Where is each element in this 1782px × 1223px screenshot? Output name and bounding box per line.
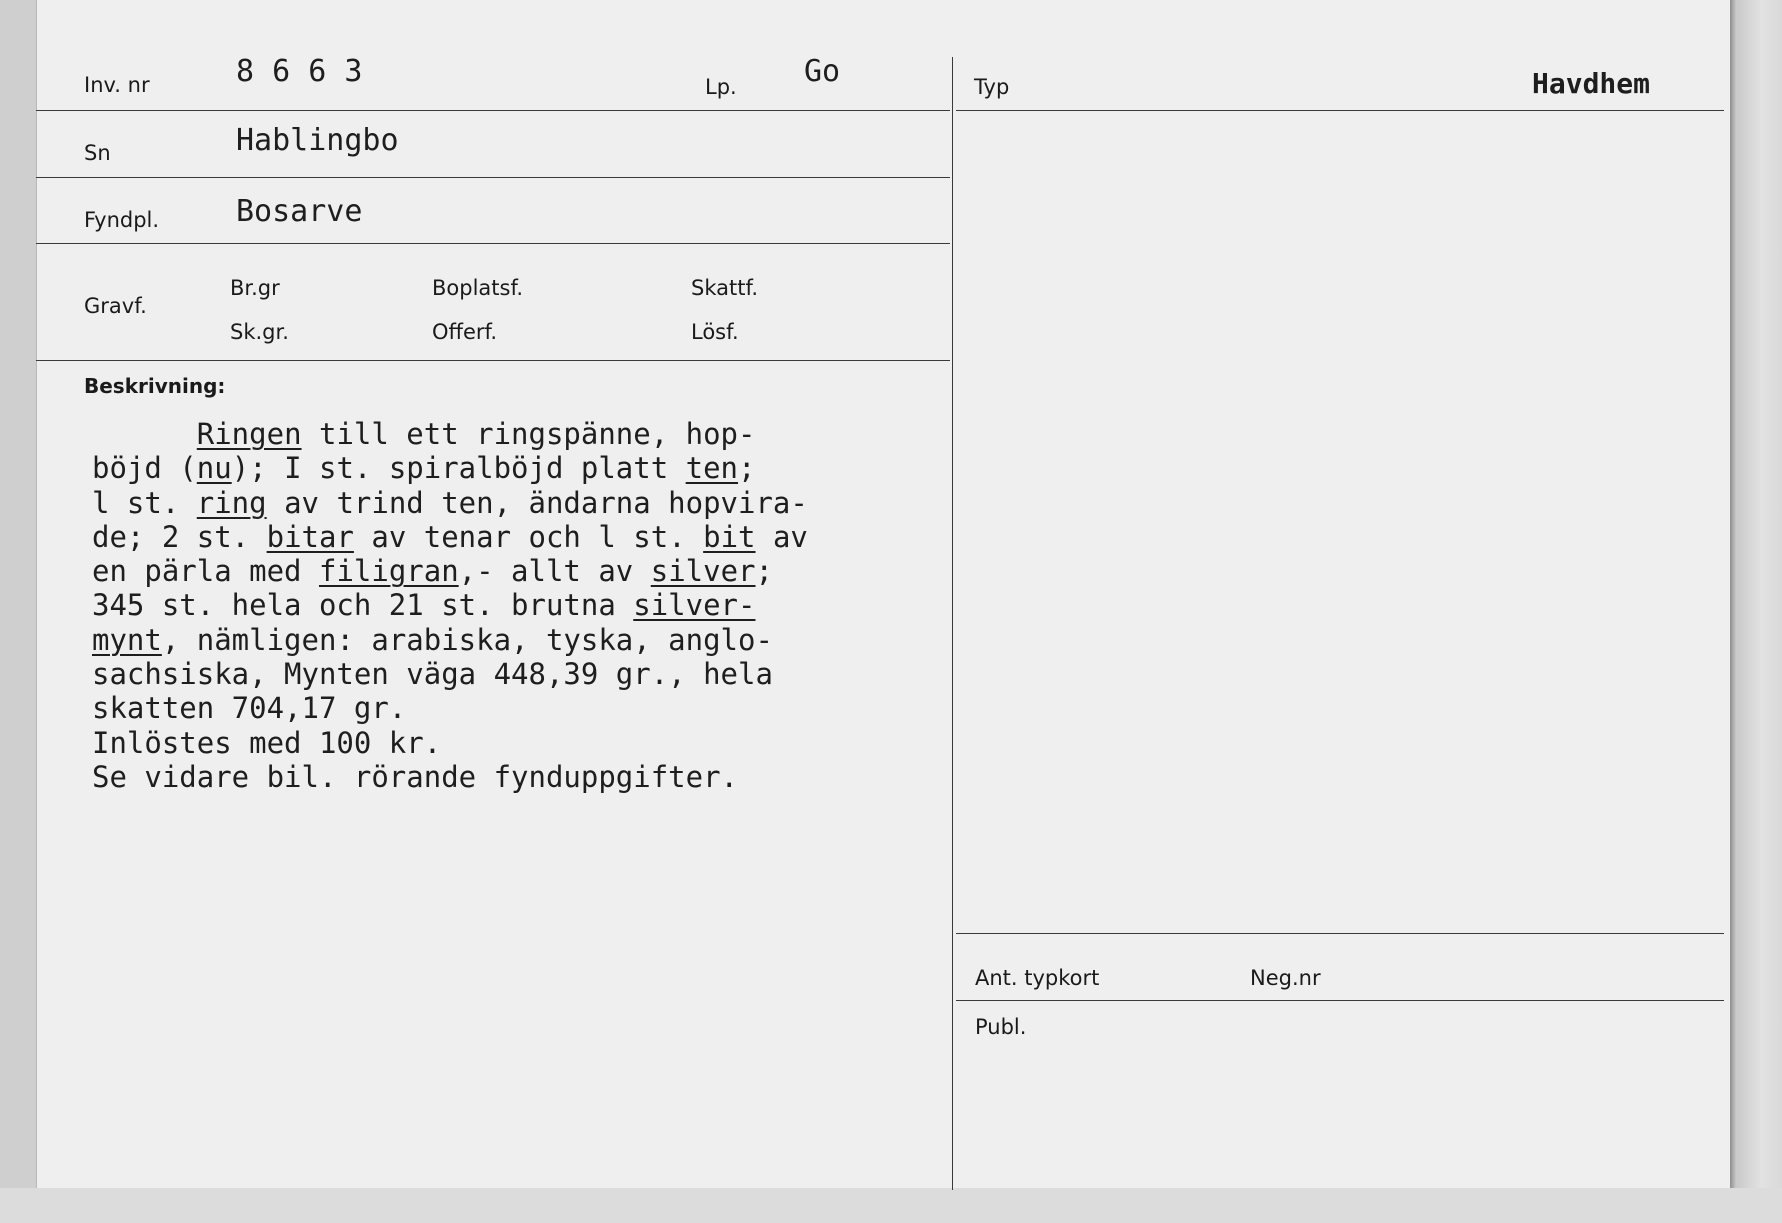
beskrivning-line — [92, 588, 808, 622]
beskrivning-underlined-term: Ringen — [196, 417, 302, 451]
beskrivning-underlined-term: silver- — [633, 588, 756, 623]
gravf-option-boplatsf: Boplatsf. — [432, 276, 524, 300]
beskrivning-underlined-term: ten — [685, 451, 739, 486]
sn-value: Hablingbo — [236, 123, 399, 158]
beskrivning-text-segment: till ett ringspänne, hop- — [301, 417, 756, 451]
ant-typkort-label: Ant. typkort — [975, 966, 1100, 990]
beskrivning-underlined-term: nu — [196, 451, 232, 486]
lp-value: Go — [804, 54, 841, 89]
column-divider — [952, 57, 953, 1190]
beskrivning-line — [92, 451, 808, 485]
beskrivning-line — [92, 520, 808, 554]
typ-label: Typ — [974, 75, 1010, 99]
beskrivning-line — [92, 760, 808, 794]
beskrivning-line — [92, 657, 808, 691]
rule-sn — [36, 177, 950, 178]
rule-gravf — [36, 360, 950, 361]
beskrivning-underlined-term: ring — [196, 485, 267, 520]
fyndpl-value: Bosarve — [236, 194, 363, 229]
rule-inv — [36, 110, 950, 111]
beskrivning-text-segment — [92, 417, 197, 451]
typ-value: Havdhem — [1532, 67, 1651, 100]
beskrivning-text-segment: sachsiska, Mynten väga 448,39 gr., hela — [92, 657, 773, 692]
beskrivning-text-segment: skatten 704,17 gr. — [92, 691, 407, 726]
beskrivning-text-segment: ); I st. spiralböjd platt — [231, 451, 686, 486]
gravf-option-skattf: Skattf. — [691, 276, 758, 300]
beskrivning-line — [92, 623, 808, 657]
beskrivning-underlined-term: bit — [703, 519, 756, 554]
beskrivning-text-segment: 345 st. hela och 21 st. brutna — [92, 588, 634, 623]
fyndpl-label: Fyndpl. — [84, 208, 160, 232]
beskrivning-text-segment: böjd ( — [92, 451, 197, 486]
beskrivning-underlined-term: mynt — [92, 622, 162, 657]
beskrivning-text-segment: Se vidare bil. rörande fynduppgifter. — [92, 759, 739, 794]
card-edge-bottom — [0, 1188, 1782, 1223]
beskrivning-text-segment: l st. — [92, 485, 197, 520]
beskrivning-text-segment: en pärla med — [92, 554, 319, 589]
beskrivning-text-segment: de; 2 st. — [92, 519, 267, 554]
beskrivning-text-segment: , nämligen: arabiska, tyska, anglo- — [161, 622, 773, 657]
rule-typ — [956, 110, 1724, 111]
gravf-option-br-gr: Br.gr — [230, 276, 280, 300]
gravf-label: Gravf. — [84, 294, 147, 318]
rule-publ-top — [956, 1000, 1724, 1001]
beskrivning-line — [92, 417, 808, 451]
beskrivning-underlined-term: bitar — [266, 519, 354, 554]
beskrivning-text-segment: ; — [738, 451, 756, 486]
beskrivning-text-segment: ; — [755, 554, 773, 589]
sn-label: Sn — [84, 141, 111, 165]
beskrivning-text-segment: Inlöstes med 100 kr. — [92, 725, 442, 760]
gravf-option-sk-gr: Sk.gr. — [230, 320, 289, 344]
inv-nr-value: 8 6 6 3 — [236, 54, 363, 89]
beskrivning-line — [92, 554, 808, 588]
rule-ant-typkort-top — [956, 933, 1724, 934]
gravf-option-losf: Lösf. — [691, 320, 739, 344]
beskrivning-text-segment: av tenar och l st. — [353, 519, 704, 554]
beskrivning-line — [92, 726, 808, 760]
beskrivning-text — [92, 417, 808, 794]
beskrivning-text-segment: av — [755, 519, 808, 554]
beskrivning-underlined-term: filigran — [318, 554, 459, 589]
inv-nr-label: Inv. nr — [84, 73, 150, 97]
gravf-option-offerf: Offerf. — [432, 320, 498, 344]
beskrivning-text-segment: av trind ten, ändarna hopvira- — [266, 485, 808, 520]
beskrivning-line — [92, 486, 808, 520]
beskrivning-text-segment: ,- allt av — [458, 554, 651, 589]
publ-label: Publ. — [975, 1015, 1027, 1039]
rule-fyndpl — [36, 243, 950, 244]
lp-label: Lp. — [705, 75, 737, 99]
card-edge-right — [1730, 0, 1782, 1223]
beskrivning-underlined-term: silver — [650, 554, 756, 589]
beskrivning-label: Beskrivning: — [84, 374, 226, 398]
neg-nr-label: Neg.nr — [1250, 966, 1321, 990]
beskrivning-line — [92, 691, 808, 725]
